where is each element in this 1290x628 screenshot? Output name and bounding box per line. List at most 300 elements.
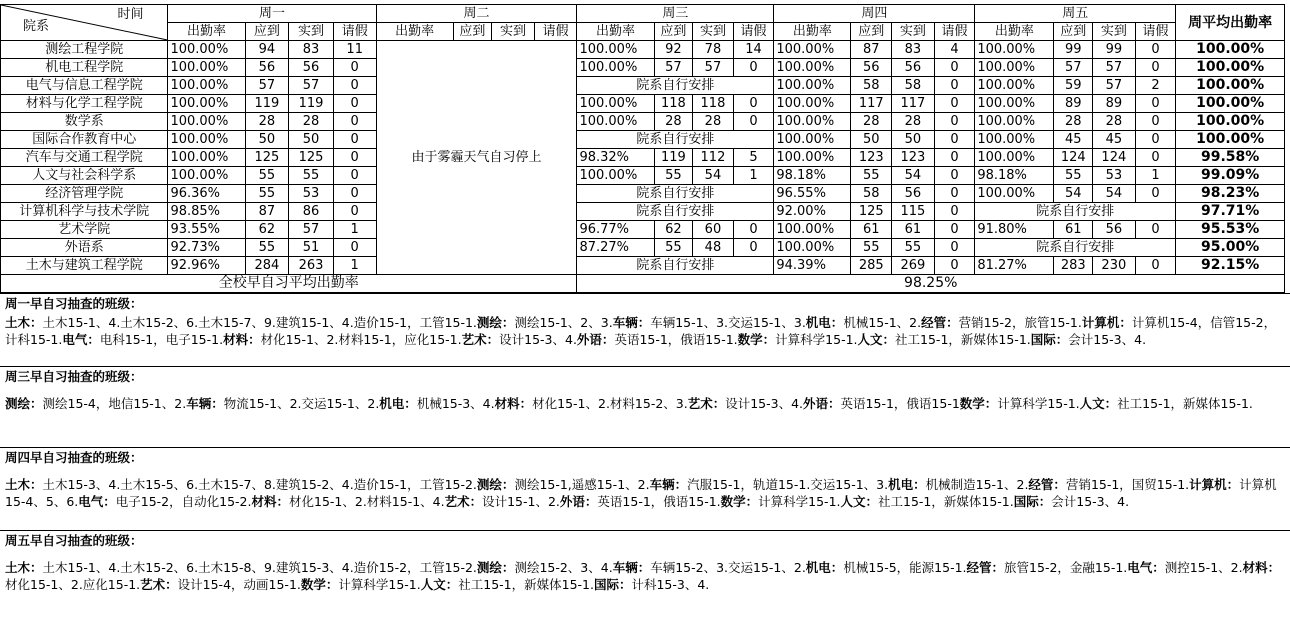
attendance-rate: 100.00% <box>168 131 245 149</box>
class-list: 设计15-4，动画15-1. <box>177 577 301 592</box>
leave-count: 0 <box>934 113 975 131</box>
attendance-rate: 100.00% <box>168 113 245 131</box>
present-count: 54 <box>693 167 734 185</box>
college-key: 人文： <box>420 577 459 592</box>
leave-count: 0 <box>733 95 774 113</box>
class-list: 社工15-1，新媒体15-1. <box>458 577 594 592</box>
leave-count: 0 <box>1135 149 1176 167</box>
college-name: 材料与化学工程学院 <box>1 95 168 113</box>
leave-count: 0 <box>1135 95 1176 113</box>
sample-note-body <box>5 559 1285 593</box>
class-list: 计算机15-4，信管15-2，计科15-1. <box>5 315 1277 347</box>
present-count: 55 <box>892 239 935 257</box>
class-list: 设计15-1、2. <box>482 494 560 509</box>
expected-count: 94 <box>245 41 289 59</box>
leave-count: 0 <box>934 167 975 185</box>
college-key: 国际： <box>1030 332 1069 347</box>
expected-count: 50 <box>851 131 892 149</box>
metric-header: 实到 <box>892 23 935 41</box>
leave-count: 0 <box>934 59 975 77</box>
leave-count: 0 <box>333 203 376 221</box>
present-count: 57 <box>1093 77 1136 95</box>
metric-header: 请假 <box>333 23 376 41</box>
attendance-rate: 100.00% <box>975 185 1054 203</box>
sample-note-block <box>0 366 1290 447</box>
time-column-label: 时间 <box>117 7 144 22</box>
expected-count: 55 <box>851 167 892 185</box>
sample-note-title: 周一早自习抽查的班级： <box>5 296 143 311</box>
weekly-average: 95.53% <box>1176 221 1285 239</box>
college-key: 土木： <box>5 315 43 330</box>
college-key: 国际： <box>1013 494 1052 509</box>
attendance-rate: 100.00% <box>168 77 245 95</box>
class-list: 计算科学15-1. <box>775 332 858 347</box>
table-row <box>1 257 1285 275</box>
expected-count: 55 <box>654 167 693 185</box>
present-count: 45 <box>1093 131 1136 149</box>
class-list: 汽服15-1，轨道15-1.交运15-1、3. <box>687 477 889 492</box>
leave-count: 0 <box>333 95 376 113</box>
college-key: 艺术： <box>444 494 483 509</box>
class-list: 物流15-1、2.交运15-1、2. <box>223 396 380 411</box>
college-key: 艺术： <box>461 332 500 347</box>
class-list: 会计15-3、4. <box>1068 332 1147 347</box>
class-list: 会计15-3、4. <box>1051 494 1130 509</box>
leave-count: 0 <box>333 59 376 77</box>
expected-count: 62 <box>654 221 693 239</box>
class-list: 机械制造15-1、2. <box>925 477 1029 492</box>
present-count: 125 <box>289 149 334 167</box>
weekly-average: 100.00% <box>1176 131 1285 149</box>
corner-header <box>1 5 168 41</box>
table-row <box>1 167 1285 185</box>
class-list: 电子15-2，自动化15-2. <box>115 494 252 509</box>
sample-note-block <box>0 447 1290 530</box>
leave-count: 0 <box>333 149 376 167</box>
present-count: 56 <box>1093 221 1136 239</box>
college-name: 经济管理学院 <box>1 185 168 203</box>
weekly-average: 100.00% <box>1176 41 1285 59</box>
attendance-rate: 94.39% <box>774 257 851 275</box>
present-count: 83 <box>892 41 935 59</box>
college-key: 材料： <box>223 332 261 347</box>
class-list: 测控15-1、2. <box>1164 560 1243 575</box>
weekly-average: 99.09% <box>1176 167 1285 185</box>
present-count: 118 <box>693 95 734 113</box>
leave-count: 0 <box>934 77 975 95</box>
class-list: 机械15-3、4. <box>416 396 495 411</box>
metric-header: 出勤率 <box>774 23 851 41</box>
attendance-rate: 92.96% <box>168 257 245 275</box>
present-count: 28 <box>289 113 334 131</box>
attendance-rate: 100.00% <box>168 41 245 59</box>
college-key: 电气： <box>62 332 100 347</box>
class-list: 土木15-3、4.土木15-5、6.土木15-7、8.建筑15-2、4.造价15-1，工管15-2. <box>42 477 477 492</box>
leave-count: 0 <box>934 185 975 203</box>
class-list: 旅管15-2，金融15-1. <box>1004 560 1128 575</box>
present-count: 83 <box>289 41 334 59</box>
leave-count: 0 <box>733 59 774 77</box>
present-count: 60 <box>693 221 734 239</box>
metric-header: 出勤率 <box>376 23 453 41</box>
present-count: 50 <box>892 131 935 149</box>
present-count: 57 <box>1093 59 1136 77</box>
college-key: 经管： <box>966 560 1005 575</box>
college-key: 计算机： <box>1189 477 1240 492</box>
expected-count: 283 <box>1054 257 1093 275</box>
attendance-rate: 100.00% <box>168 149 245 167</box>
expected-count: 119 <box>245 95 289 113</box>
college-key: 经管： <box>1028 477 1066 492</box>
expected-count: 58 <box>851 77 892 95</box>
attendance-rate: 100.00% <box>975 149 1054 167</box>
day-header: 周五 <box>975 5 1176 23</box>
present-count: 89 <box>1093 95 1136 113</box>
college-key: 材料： <box>1242 560 1281 575</box>
college-name: 艺术学院 <box>1 221 168 239</box>
leave-count: 0 <box>1135 185 1176 203</box>
expected-count: 62 <box>245 221 289 239</box>
weekly-average: 100.00% <box>1176 59 1285 77</box>
present-count: 50 <box>289 131 334 149</box>
college-name: 电气与信息工程学院 <box>1 77 168 95</box>
college-key: 数学： <box>300 577 339 592</box>
college-key: 土木： <box>5 560 43 575</box>
sample-note-body <box>5 476 1285 510</box>
college-key: 国际： <box>593 577 632 592</box>
expected-count: 118 <box>654 95 693 113</box>
leave-count: 0 <box>934 149 975 167</box>
attendance-rate: 100.00% <box>577 113 654 131</box>
class-list: 车辆15-2、3.交运15-1、2. <box>650 560 806 575</box>
college-key: 车辆： <box>612 560 651 575</box>
attendance-rate: 100.00% <box>774 95 851 113</box>
expected-count: 99 <box>1054 41 1093 59</box>
present-count: 55 <box>289 167 334 185</box>
weekly-average: 95.00% <box>1176 239 1285 257</box>
college-key: 艺术： <box>687 396 726 411</box>
college-key: 测绘： <box>476 560 515 575</box>
present-count: 56 <box>892 185 935 203</box>
attendance-rate: 87.27% <box>577 239 654 257</box>
present-count: 78 <box>693 41 734 59</box>
expected-count: 55 <box>245 239 289 257</box>
college-key: 机电： <box>379 396 417 411</box>
present-count: 115 <box>892 203 935 221</box>
college-key: 机电： <box>805 560 844 575</box>
class-list: 计科15-3、4. <box>631 577 710 592</box>
class-list: 材化15-1、2.应化15-1. <box>5 577 141 592</box>
expected-count: 57 <box>654 59 693 77</box>
leave-count: 0 <box>333 239 376 257</box>
sample-note-block <box>0 530 1290 603</box>
attendance-rate: 100.00% <box>774 239 851 257</box>
metric-header: 请假 <box>534 23 577 41</box>
weekly-average: 98.23% <box>1176 185 1285 203</box>
attendance-rate: 100.00% <box>774 131 851 149</box>
expected-count: 125 <box>851 203 892 221</box>
class-list: 英语15-1，俄语15-1 <box>840 396 960 411</box>
table-row <box>1 59 1285 77</box>
day-header: 周二 <box>376 5 577 23</box>
college-key: 人文： <box>1079 396 1118 411</box>
leave-count: 0 <box>1135 257 1176 275</box>
college-name: 计算机科学与技术学院 <box>1 203 168 221</box>
metric-header: 实到 <box>492 23 535 41</box>
present-count: 53 <box>1093 167 1136 185</box>
attendance-rate: 100.00% <box>774 113 851 131</box>
metric-header: 实到 <box>1093 23 1136 41</box>
college-key: 车辆： <box>649 477 688 492</box>
present-count: 57 <box>289 77 334 95</box>
class-list: 设计15-3、4. <box>499 332 577 347</box>
attendance-rate: 100.00% <box>975 77 1054 95</box>
sample-note-body <box>5 395 1285 412</box>
expected-count: 56 <box>851 59 892 77</box>
college-key: 外语： <box>803 396 841 411</box>
present-count: 230 <box>1093 257 1136 275</box>
present-count: 56 <box>892 59 935 77</box>
class-list: 设计15-3、4. <box>725 396 804 411</box>
college-key: 测绘： <box>476 315 515 330</box>
expected-count: 28 <box>654 113 693 131</box>
metric-header: 请假 <box>1135 23 1176 41</box>
leave-count: 5 <box>733 149 774 167</box>
self-arranged-cell: 院系自行安排 <box>577 185 774 203</box>
present-count: 54 <box>1093 185 1136 203</box>
attendance-rate: 81.27% <box>975 257 1054 275</box>
college-name: 汽车与交通工程学院 <box>1 149 168 167</box>
present-count: 263 <box>289 257 334 275</box>
present-count: 48 <box>693 239 734 257</box>
attendance-rate: 100.00% <box>774 59 851 77</box>
header-row-metrics <box>1 23 1285 41</box>
expected-count: 56 <box>245 59 289 77</box>
attendance-rate: 98.18% <box>774 167 851 185</box>
weekly-average: 100.00% <box>1176 113 1285 131</box>
leave-count: 0 <box>733 221 774 239</box>
present-count: 54 <box>892 167 935 185</box>
expected-count: 89 <box>1054 95 1093 113</box>
table-row <box>1 95 1285 113</box>
present-count: 61 <box>892 221 935 239</box>
college-name: 数学系 <box>1 113 168 131</box>
weekly-average: 97.71% <box>1176 203 1285 221</box>
sample-note-title: 周四早自习抽查的班级： <box>5 450 143 465</box>
leave-count: 0 <box>934 131 975 149</box>
college-key: 计算机： <box>1081 315 1132 330</box>
self-arranged-cell: 院系自行安排 <box>577 131 774 149</box>
table-row <box>1 149 1285 167</box>
table-row <box>1 185 1285 203</box>
leave-count: 0 <box>333 113 376 131</box>
class-list: 社工15-1，新媒体15-1. <box>1117 396 1253 411</box>
college-key: 外语： <box>576 332 615 347</box>
college-key: 数学： <box>737 332 776 347</box>
metric-header: 应到 <box>654 23 693 41</box>
class-list: 社工15-1，新媒体15-1. <box>895 332 1031 347</box>
class-list: 车辆15-1、3.交运15-1、3. <box>650 315 806 330</box>
spacer <box>5 468 1285 476</box>
class-list: 土木15-1、4.土木15-2、6.土木15-8、9.建筑15-3、4.造价15-2，工管15-2. <box>42 560 477 575</box>
leave-count: 0 <box>333 185 376 203</box>
attendance-rate: 92.73% <box>168 239 245 257</box>
leave-count: 0 <box>934 221 975 239</box>
weekly-average: 100.00% <box>1176 95 1285 113</box>
attendance-rate: 100.00% <box>975 131 1054 149</box>
leave-count: 11 <box>333 41 376 59</box>
present-count: 58 <box>892 77 935 95</box>
metric-header: 请假 <box>934 23 975 41</box>
metric-header: 实到 <box>289 23 334 41</box>
present-count: 117 <box>892 95 935 113</box>
metric-header: 出勤率 <box>975 23 1054 41</box>
class-list: 英语15-1，俄语15-1. <box>614 332 738 347</box>
expected-count: 284 <box>245 257 289 275</box>
leave-count: 0 <box>1135 41 1176 59</box>
leave-count: 0 <box>1135 113 1176 131</box>
class-list: 测绘15-2、3、4. <box>514 560 613 575</box>
present-count: 119 <box>289 95 334 113</box>
leave-count: 0 <box>934 239 975 257</box>
self-arranged-cell: 院系自行安排 <box>975 203 1176 221</box>
leave-count: 0 <box>333 131 376 149</box>
college-key: 测绘： <box>476 477 515 492</box>
attendance-rate: 100.00% <box>577 59 654 77</box>
college-column-label: 院系 <box>23 19 50 34</box>
attendance-rate: 100.00% <box>577 41 654 59</box>
day-header: 周四 <box>774 5 975 23</box>
school-average-value: 98.25% <box>577 275 1285 293</box>
leave-count: 0 <box>733 239 774 257</box>
leave-count: 0 <box>934 95 975 113</box>
class-list: 计算科学15-1. <box>758 494 841 509</box>
leave-count: 0 <box>1135 59 1176 77</box>
college-name: 外语系 <box>1 239 168 257</box>
expected-count: 123 <box>851 149 892 167</box>
college-key: 电气： <box>1127 560 1165 575</box>
day-header: 周三 <box>577 5 774 23</box>
table-row <box>1 203 1285 221</box>
self-arranged-cell: 院系自行安排 <box>577 257 774 275</box>
attendance-rate: 100.00% <box>975 113 1054 131</box>
leave-count: 0 <box>733 113 774 131</box>
attendance-rate: 100.00% <box>975 41 1054 59</box>
expected-count: 117 <box>851 95 892 113</box>
leave-count: 1 <box>333 257 376 275</box>
expected-count: 50 <box>245 131 289 149</box>
present-count: 53 <box>289 185 334 203</box>
expected-count: 124 <box>1054 149 1093 167</box>
spacer <box>5 551 1285 559</box>
table-row <box>1 77 1285 95</box>
leave-count: 0 <box>333 77 376 95</box>
expected-count: 55 <box>851 239 892 257</box>
expected-count: 45 <box>1054 131 1093 149</box>
expected-count: 55 <box>245 185 289 203</box>
college-key: 艺术： <box>140 577 178 592</box>
class-list: 测绘15-1,遥感15-1、2. <box>514 477 650 492</box>
leave-count: 2 <box>1135 77 1176 95</box>
weekly-average: 100.00% <box>1176 77 1285 95</box>
attendance-rate: 91.80% <box>975 221 1054 239</box>
class-list: 机械15-1、2. <box>843 315 922 330</box>
class-list: 营销15-1，国贸15-1. <box>1065 477 1190 492</box>
leave-count: 1 <box>333 221 376 239</box>
total-row <box>1 275 1285 293</box>
present-count: 51 <box>289 239 334 257</box>
header-row-days <box>1 5 1285 23</box>
attendance-rate: 96.77% <box>577 221 654 239</box>
present-count: 269 <box>892 257 935 275</box>
attendance-rate: 93.55% <box>168 221 245 239</box>
expected-count: 57 <box>245 77 289 95</box>
college-key: 土木： <box>5 477 43 492</box>
present-count: 56 <box>289 59 334 77</box>
present-count: 57 <box>693 59 734 77</box>
leave-count: 0 <box>1135 131 1176 149</box>
sample-note-title: 周五早自习抽查的班级： <box>5 533 143 548</box>
expected-count: 92 <box>654 41 693 59</box>
self-arranged-cell: 院系自行安排 <box>577 77 774 95</box>
self-arranged-cell: 院系自行安排 <box>577 203 774 221</box>
college-key: 经管： <box>921 315 959 330</box>
college-key: 材料： <box>251 494 289 509</box>
leave-count: 0 <box>934 257 975 275</box>
metric-header: 应到 <box>851 23 892 41</box>
table-row <box>1 131 1285 149</box>
day-header: 周一 <box>168 5 376 23</box>
class-list: 材化15-1、2.材料15-1、4. <box>289 494 445 509</box>
class-list: 计算机15-4、5、6. <box>5 477 1277 509</box>
attendance-rate: 100.00% <box>774 221 851 239</box>
college-key: 车辆： <box>612 315 651 330</box>
present-count: 112 <box>693 149 734 167</box>
class-list: 英语15-1，俄语15-1. <box>597 494 721 509</box>
tuesday-suspended-note: 由于雾霾天气自习停上 <box>376 41 577 275</box>
leave-count: 1 <box>733 167 774 185</box>
expected-count: 125 <box>245 149 289 167</box>
attendance-rate: 100.00% <box>774 41 851 59</box>
expected-count: 59 <box>1054 77 1093 95</box>
present-count: 28 <box>693 113 734 131</box>
expected-count: 57 <box>1054 59 1093 77</box>
self-arranged-cell: 院系自行安排 <box>975 239 1176 257</box>
weekly-average: 99.58% <box>1176 149 1285 167</box>
expected-count: 61 <box>1054 221 1093 239</box>
leave-count: 0 <box>934 203 975 221</box>
college-key: 材料： <box>494 396 533 411</box>
attendance-rate: 98.32% <box>577 149 654 167</box>
expected-count: 87 <box>851 41 892 59</box>
class-list: 社工15-1，新媒体15-1. <box>878 494 1014 509</box>
metric-header: 出勤率 <box>168 23 245 41</box>
weekly-average: 92.15% <box>1176 257 1285 275</box>
attendance-rate: 100.00% <box>577 95 654 113</box>
class-list: 测绘15-1、2、3. <box>514 315 613 330</box>
sample-note-title: 周三早自习抽查的班级： <box>5 369 143 384</box>
metric-header: 应到 <box>245 23 289 41</box>
table-row <box>1 239 1285 257</box>
expected-count: 54 <box>1054 185 1093 203</box>
college-name: 国际合作教育中心 <box>1 131 168 149</box>
present-count: 123 <box>892 149 935 167</box>
class-list: 土木15-1、4.土木15-2、6.土木15-7、9.建筑15-1、4.造价15-1，工管15-1. <box>42 315 477 330</box>
attendance-rate: 96.36% <box>168 185 245 203</box>
attendance-rate: 100.00% <box>577 167 654 185</box>
present-count: 57 <box>289 221 334 239</box>
sampled-classes-notes <box>0 293 1290 603</box>
